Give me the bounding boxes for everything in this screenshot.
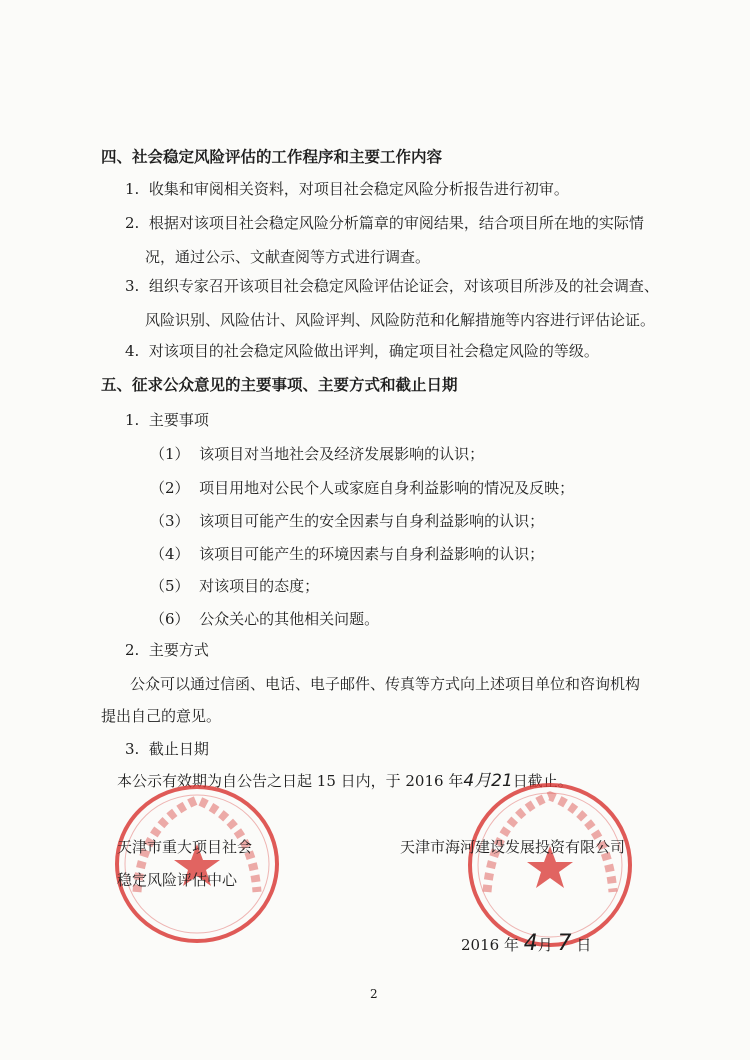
list-item (150, 444, 484, 464)
date-year: 2016 年 (461, 936, 519, 954)
item-number: 4. (125, 342, 140, 360)
right-organization-name: 天津市海河建设发展投资有限公司 (400, 838, 626, 856)
subsection-title (125, 739, 209, 759)
list-item (150, 544, 544, 564)
item-text: 项目用地对公民个人或家庭自身利益影响的情况及反映； (199, 479, 575, 497)
item-text: 对该项目的态度； (199, 577, 320, 595)
item-continuation: 风险识别、风险估计、风险评判、风险防范和化解措施等内容进行评估论证。 (145, 311, 656, 329)
item-text: 主要方式 (148, 641, 209, 659)
date-month-label: 月 (537, 936, 553, 954)
item-number: 2. (125, 214, 140, 232)
item-text: 公众关心的其他相关问题。 (199, 610, 380, 628)
list-item (125, 179, 569, 199)
item-number: 2. (125, 641, 140, 659)
item-number: （1） (150, 445, 190, 463)
handwritten-day: 7 (557, 931, 572, 956)
left-official-seal (112, 782, 282, 947)
item-number: 1. (125, 180, 140, 198)
list-item (150, 576, 319, 596)
item-number: 3. (125, 740, 140, 758)
item-text: 对该项目的社会稳定风险做出评判，确定项目社会稳定风险的等级。 (148, 342, 599, 360)
list-item (150, 609, 379, 629)
list-item (150, 478, 574, 498)
paragraph-line: 提出自己的意见。 (101, 707, 222, 725)
item-text: 组织专家召开该项目社会稳定风险评估论证会，对该项目所涉及的社会调查、 (148, 277, 659, 295)
deadline-suffix: 日截止。 (512, 772, 573, 790)
paragraph-line: 公众可以通过信函、电话、电子邮件、传真等方式向上述项目单位和咨询机构 (130, 675, 641, 693)
item-number: 1. (125, 411, 140, 429)
right-official-seal (465, 780, 635, 950)
item-number: （5） (150, 577, 190, 595)
handwritten-date: 4月21 (463, 771, 513, 791)
list-item (125, 341, 599, 361)
item-text: 该项目可能产生的环境因素与自身利益影响的认识； (199, 545, 545, 563)
left-organization-name-cont: 稳定风险评估中心 (117, 871, 238, 889)
list-item (125, 276, 659, 296)
item-continuation: 况，通过公示、文献查阅等方式进行调查。 (145, 248, 431, 266)
page-number: 2 (370, 987, 378, 1001)
subsection-title (125, 640, 209, 660)
item-text: 该项目可能产生的安全因素与自身利益影响的认识； (199, 512, 545, 530)
list-item (150, 511, 544, 531)
list-item (125, 213, 644, 233)
item-number: （6） (150, 610, 190, 628)
signing-date (461, 931, 592, 956)
item-text: 收集和审阅相关资料，对项目社会稳定风险分析报告进行初审。 (148, 180, 569, 198)
section-5-heading: 五、征求公众意见的主要事项、主要方式和截止日期 (101, 375, 458, 394)
item-text: 截止日期 (148, 740, 209, 758)
item-number: 3. (125, 277, 140, 295)
date-day-label: 日 (576, 936, 592, 954)
subsection-title (125, 410, 209, 430)
item-number: （3） (150, 512, 190, 530)
left-organization-name: 天津市重大项目社会 (117, 838, 253, 856)
handwritten-month: 4 (523, 931, 538, 956)
item-text: 该项目对当地社会及经济发展影响的认识； (199, 445, 485, 463)
section-4-heading: 四、社会稳定风险评估的工作程序和主要工作内容 (101, 147, 443, 166)
item-text: 根据对该项目社会稳定风险分析篇章的审阅结果，结合项目所在地的实际情 (148, 214, 644, 232)
item-text: 主要事项 (148, 411, 209, 429)
deadline-text: 本公示有效期为自公告之日起 15 日内，于 2016 年 (117, 772, 464, 790)
item-number: （2） (150, 479, 190, 497)
item-number: （4） (150, 545, 190, 563)
